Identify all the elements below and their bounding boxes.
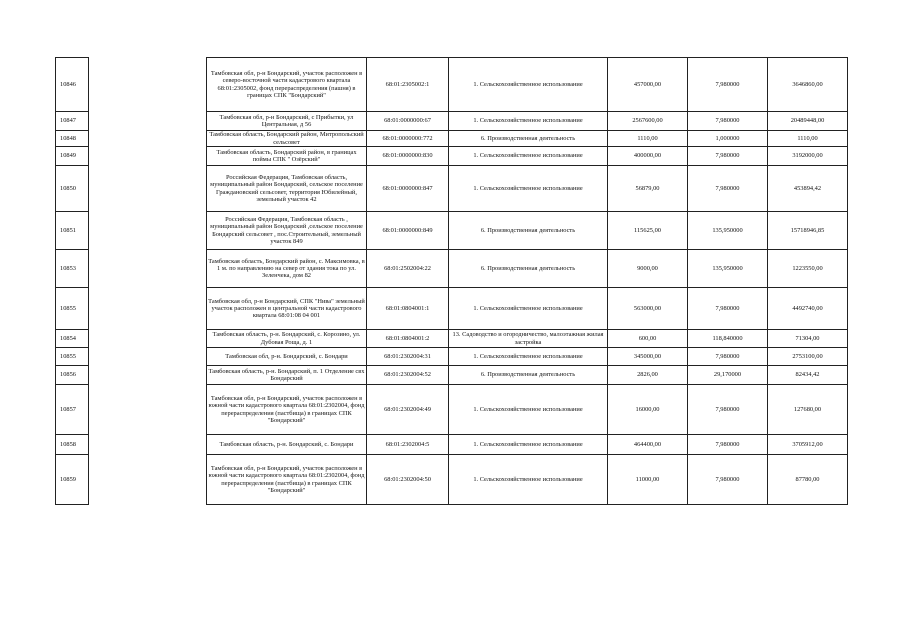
rate-cell: 1,000000: [688, 131, 768, 147]
table-row: [56, 131, 848, 147]
table-row: [56, 455, 848, 505]
land-use-cell: 6. Производственная деятельность: [449, 366, 608, 385]
row-number: 10858: [56, 435, 89, 455]
row-number: 10847: [56, 112, 89, 131]
table-row: [56, 385, 848, 435]
area-cell: 9000,00: [608, 250, 688, 288]
area-cell: 16000,00: [608, 385, 688, 435]
address-cell: Тамбовская область, Бондарский район, Митропольский сельсовет: [207, 131, 367, 147]
address-cell: Тамбовская обл, р-н Бондарский, с Прибытки, ул Центральная, д 56: [207, 112, 367, 131]
address-cell: Тамбовская обл, р-н Бондарский, участок расположен в южной части кадастрового квартала 68:01:2302004, фонд перераспределения (пастбища) в границах СПК "Бондарский": [207, 455, 367, 505]
table-row: [56, 330, 848, 348]
cadastral-value-cell: 82434,42: [768, 366, 848, 385]
land-use-cell: 1. Сельскохозяйственное использование: [449, 435, 608, 455]
cadastral-value-cell: 15718946,85: [768, 212, 848, 250]
cadastral-value-cell: 1223550,00: [768, 250, 848, 288]
cadastral-value-cell: 3192000,00: [768, 147, 848, 166]
cadastral-value-cell: 127680,00: [768, 385, 848, 435]
cadastral-number-cell: 68:01:2302004:31: [367, 348, 449, 366]
row-number: 10849: [56, 147, 89, 166]
table-row: [56, 348, 848, 366]
cadastral-value-cell: 87780,00: [768, 455, 848, 505]
address-cell: Тамбовская область, р-н. Бондарский, с. Корозино, ул. Дубовая Роща, д. 1: [207, 330, 367, 348]
rate-cell: 135,950000: [688, 212, 768, 250]
cadastral-value-cell: 1110,00: [768, 131, 848, 147]
address-cell: Российская Федерация, Тамбовская область, муниципальный район Бондарский, сельское поселение Граждановский сельсовет, территория Юбилейный, земельный участок 42: [207, 166, 367, 212]
rate-cell: 7,980000: [688, 385, 768, 435]
spacer-cell: [89, 348, 207, 366]
land-use-cell: 6. Производственная деятельность: [449, 131, 608, 147]
cadastral-value-cell: 453894,42: [768, 166, 848, 212]
land-plots-table: [55, 57, 848, 505]
address-cell: Тамбовская обл, р-н. Бондарский, с. Бондари: [207, 348, 367, 366]
cadastral-number-cell: 68:01:0000000:67: [367, 112, 449, 131]
rate-cell: 7,980000: [688, 348, 768, 366]
land-use-cell: 13. Садоводство и огородничество, малоэтажная жилая застройка: [449, 330, 608, 348]
table-row: [56, 288, 848, 330]
spacer-cell: [89, 58, 207, 112]
rate-cell: 7,980000: [688, 455, 768, 505]
rate-cell: 7,980000: [688, 112, 768, 131]
land-use-cell: 6. Производственная деятельность: [449, 250, 608, 288]
table-row: [56, 250, 848, 288]
land-use-cell: 6. Производственная деятельность: [449, 212, 608, 250]
row-number: 10855: [56, 288, 89, 330]
spacer-cell: [89, 455, 207, 505]
spacer-cell: [89, 250, 207, 288]
table-row: [56, 166, 848, 212]
cadastral-number-cell: 68:01:0000000:849: [367, 212, 449, 250]
address-cell: Тамбовская обл, р-н Бондарский, участок расположен в южной части кадастрового квартала 68:01:2302004, фонд перераспределения (пастбища) в границах СПК "Бондарский": [207, 385, 367, 435]
cadastral-value-cell: 2753100,00: [768, 348, 848, 366]
rate-cell: 7,980000: [688, 58, 768, 112]
cadastral-number-cell: 68:01:0000000:847: [367, 166, 449, 212]
land-use-cell: 1. Сельскохозяйственное использование: [449, 348, 608, 366]
row-number: 10850: [56, 166, 89, 212]
area-cell: 2826,00: [608, 366, 688, 385]
cadastral-value-cell: 3705912,00: [768, 435, 848, 455]
rate-cell: 7,980000: [688, 435, 768, 455]
table-row: [56, 435, 848, 455]
area-cell: 464400,00: [608, 435, 688, 455]
table-row: [56, 58, 848, 112]
spacer-cell: [89, 212, 207, 250]
cadastral-number-cell: 68:01:0000000:830: [367, 147, 449, 166]
address-cell: Тамбовская область, р-н. Бондарский, с. Бондари: [207, 435, 367, 455]
area-cell: 115625,00: [608, 212, 688, 250]
area-cell: 345000,00: [608, 348, 688, 366]
spacer-cell: [89, 435, 207, 455]
land-use-cell: 1. Сельскохозяйственное использование: [449, 147, 608, 166]
land-use-cell: 1. Сельскохозяйственное использование: [449, 58, 608, 112]
land-use-cell: 1. Сельскохозяйственное использование: [449, 288, 608, 330]
spacer-cell: [89, 330, 207, 348]
spacer-cell: [89, 147, 207, 166]
land-use-cell: 1. Сельскохозяйственное использование: [449, 112, 608, 131]
land-use-cell: 1. Сельскохозяйственное использование: [449, 455, 608, 505]
row-number: 10846: [56, 58, 89, 112]
row-number: 10859: [56, 455, 89, 505]
spacer-cell: [89, 131, 207, 147]
table-row: [56, 212, 848, 250]
land-use-cell: 1. Сельскохозяйственное использование: [449, 166, 608, 212]
area-cell: 600,00: [608, 330, 688, 348]
row-number: 10857: [56, 385, 89, 435]
cadastral-number-cell: 68:01:0804001:1: [367, 288, 449, 330]
table-row: [56, 147, 848, 166]
row-number: 10848: [56, 131, 89, 147]
rate-cell: 7,980000: [688, 288, 768, 330]
cadastral-number-cell: 68:01:2302004:52: [367, 366, 449, 385]
cadastral-number-cell: 68:01:2302004:50: [367, 455, 449, 505]
area-cell: 11000,00: [608, 455, 688, 505]
table-body: [56, 58, 848, 505]
area-cell: 56879,00: [608, 166, 688, 212]
land-use-cell: 1. Сельскохозяйственное использование: [449, 385, 608, 435]
cadastral-value-cell: 3646860,00: [768, 58, 848, 112]
rate-cell: 7,980000: [688, 166, 768, 212]
cadastral-number-cell: 68:01:2305002:1: [367, 58, 449, 112]
address-cell: Тамбовская область, Бондарский район, с. Максимовка, в 1 м. по направлению на север от здания тока по ул. Зеленчека, дом 82: [207, 250, 367, 288]
area-cell: 2567600,00: [608, 112, 688, 131]
table-row: [56, 112, 848, 131]
address-cell: Тамбовская область, р-н. Бондарский, п. 1 Отделение свх Бондарский: [207, 366, 367, 385]
area-cell: 1110,00: [608, 131, 688, 147]
rate-cell: 135,950000: [688, 250, 768, 288]
address-cell: Тамбовская обл, р-н Бондарский, участок расположен в северо-восточной части кадастрового квартала 68:01:2305002, фонд перераспределения (пашня) в границах СПК "Бондарский": [207, 58, 367, 112]
spacer-cell: [89, 366, 207, 385]
cadastral-number-cell: 68:01:2502004:22: [367, 250, 449, 288]
area-cell: 457000,00: [608, 58, 688, 112]
area-cell: 400000,00: [608, 147, 688, 166]
address-cell: Российская Федерация, Тамбовская область , муниципальный район Бондарский ,сельское поселение Бондарский сельсовет , пос.Строительный, земельный участок 849: [207, 212, 367, 250]
row-number: 10854: [56, 330, 89, 348]
table-row: [56, 366, 848, 385]
rate-cell: 118,840000: [688, 330, 768, 348]
address-cell: Тамбовская обл, р-н Бондарский, СПК "Нива" земельный участок расположен в центральной части кадастрового квартала 68:01:08 04 001: [207, 288, 367, 330]
cadastral-value-cell: 71304,00: [768, 330, 848, 348]
rate-cell: 7,980000: [688, 147, 768, 166]
cadastral-number-cell: 68:01:0000000:772: [367, 131, 449, 147]
cadastral-value-cell: 4492740,00: [768, 288, 848, 330]
spacer-cell: [89, 288, 207, 330]
row-number: 10856: [56, 366, 89, 385]
cadastral-number-cell: 68:01:0804001:2: [367, 330, 449, 348]
spacer-cell: [89, 166, 207, 212]
row-number: 10855: [56, 348, 89, 366]
cadastral-number-cell: 68:01:2302004:49: [367, 385, 449, 435]
address-cell: Тамбовская область, Бондарский район, в границах поймы СПК " Озёрский": [207, 147, 367, 166]
cadastral-value-cell: 20489448,00: [768, 112, 848, 131]
cadastral-number-cell: 68:01:2302004:5: [367, 435, 449, 455]
spacer-cell: [89, 112, 207, 131]
row-number: 10853: [56, 250, 89, 288]
rate-cell: 29,170000: [688, 366, 768, 385]
row-number: 10851: [56, 212, 89, 250]
spacer-cell: [89, 385, 207, 435]
area-cell: 563000,00: [608, 288, 688, 330]
